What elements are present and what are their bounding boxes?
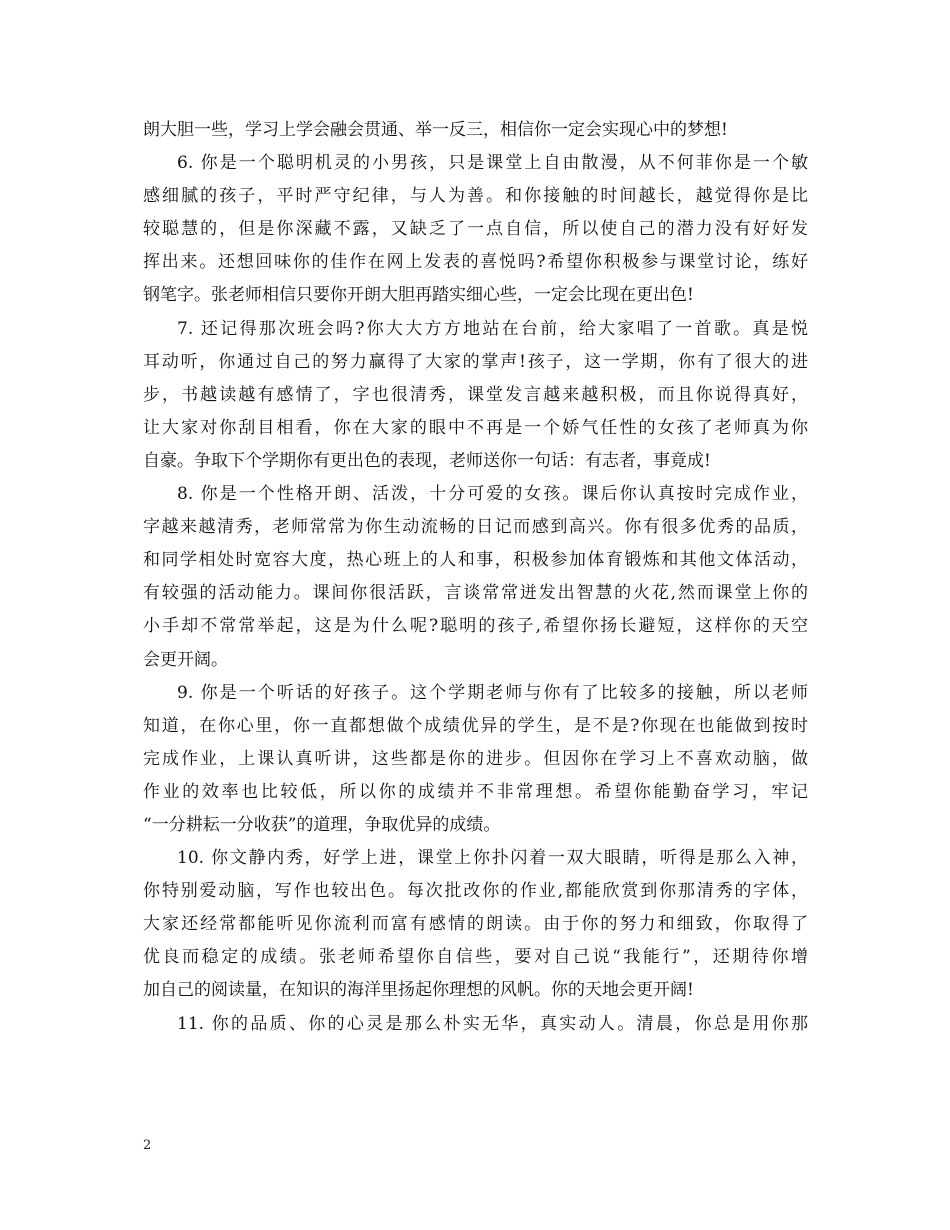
- paragraph-first-line: 6. 你是一个聪明机灵的小男孩，只是课堂上自由散漫，从不何菲你是一个敏: [177, 153, 808, 174]
- paragraph-line: 让大家对你刮目相看，你在大家的眼中不再是一个娇气任性的女孩了老师真为你: [143, 417, 808, 438]
- paragraph-first-line: 11. 你的品质、你的心灵是那么朴实无华，真实动人。清晨，你总是用你那: [177, 1013, 808, 1034]
- paragraph-line: “一分耕耘一分收获”的道理，争取优异的成绩。: [143, 814, 501, 835]
- paragraph-line: 大家还经常都能听见你流利而富有感情的朗读。由于你的努力和细致，你取得了: [143, 914, 808, 935]
- paragraph-line: 完成作业，上课认真听讲，这些都是你的进步。但因你在学习上不喜欢动脑，做: [143, 748, 808, 769]
- paragraph-line: 知道，在你心里，你一直都想做个成绩优异的学生，是不是?你现在也能做到按时: [143, 715, 808, 736]
- paragraph-line: 耳动听，你通过自己的努力赢得了大家的掌声!孩子，这一学期，你有了很大的进: [143, 351, 808, 372]
- page-number: 2: [143, 1138, 152, 1153]
- paragraph-line: 步，书越读越有感情了，字也很清秀，课堂发言越来越积极，而且你说得真好，: [143, 384, 808, 405]
- paragraph-line: 有较强的活动能力。课间你很活跃，言谈常常迸发出智慧的火花,然而课堂上你的: [143, 583, 808, 604]
- paragraph-line: 和同学相处时宽容大度，热心班上的人和事，积极参加体育锻炼和其他文体活动，: [143, 550, 808, 571]
- paragraph-line: 字越来越清秀，老师常常为你生动流畅的日记而感到高兴。你有很多优秀的品质，: [143, 517, 808, 538]
- paragraph-first-line: 10. 你文静内秀，好学上进，课堂上你扑闪着一双大眼睛，听得是那么入神，: [177, 848, 808, 869]
- paragraph-line: 挥出来。还想回味你的佳作在网上发表的喜悦吗?希望你积极参与课堂讨论，练好: [143, 252, 808, 273]
- document-body: [143, 114, 808, 1041]
- paragraph-line: 较聪慧的，但是你深藏不露，又缺乏了一点自信，所以使自己的潜力没有好好发: [143, 219, 808, 240]
- paragraph-line: 你特别爱动脑，写作也较出色。每次批改你的作业,都能欣赏到你那清秀的字体，: [143, 881, 808, 902]
- paragraph-first-line: 7. 还记得那次班会吗?你大大方方地站在台前，给大家唱了一首歌。真是悦: [177, 318, 808, 339]
- paragraph-line: 钢笔字。张老师相信只要你开朗大胆再踏实细心些，一定会比现在更出色!: [143, 285, 694, 306]
- paragraph-line: 会更开阔。: [143, 649, 228, 670]
- paragraph-first-line: 9. 你是一个听话的好孩子。这个学期老师与你有了比较多的接触，所以老师: [177, 682, 808, 703]
- paragraph-line: 小手却不常常举起，这是为什么呢?聪明的孩子,希望你扬长避短，这样你的天空: [143, 616, 808, 637]
- paragraph-line: 加自己的阅读量，在知识的海洋里扬起你理想的风帆。你的天地会更开阔!: [143, 980, 694, 1001]
- paragraph-first-line: 8. 你是一个性格开朗、活泼，十分可爱的女孩。课后你认真按时完成作业，: [177, 484, 808, 505]
- paragraph-line: 优良而稳定的成绩。张老师希望你自信些，要对自己说“我能行”，还期待你增: [143, 947, 808, 968]
- paragraph-line: 感细腻的孩子，平时严守纪律，与人为善。和你接触的时间越长，越觉得你是比: [143, 186, 808, 207]
- paragraph-line: 自豪。争取下个学期你有更出色的表现，老师送你一句话：有志者，事竟成!: [143, 450, 711, 471]
- paragraph-line: 作业的效率也比较低，所以你的成绩并不非常理想。希望你能勤奋学习，牢记: [143, 781, 808, 802]
- paragraph-line: 朗大胆一些，学习上学会融会贯通、举一反三，相信你一定会实现心中的梦想!: [143, 120, 728, 140]
